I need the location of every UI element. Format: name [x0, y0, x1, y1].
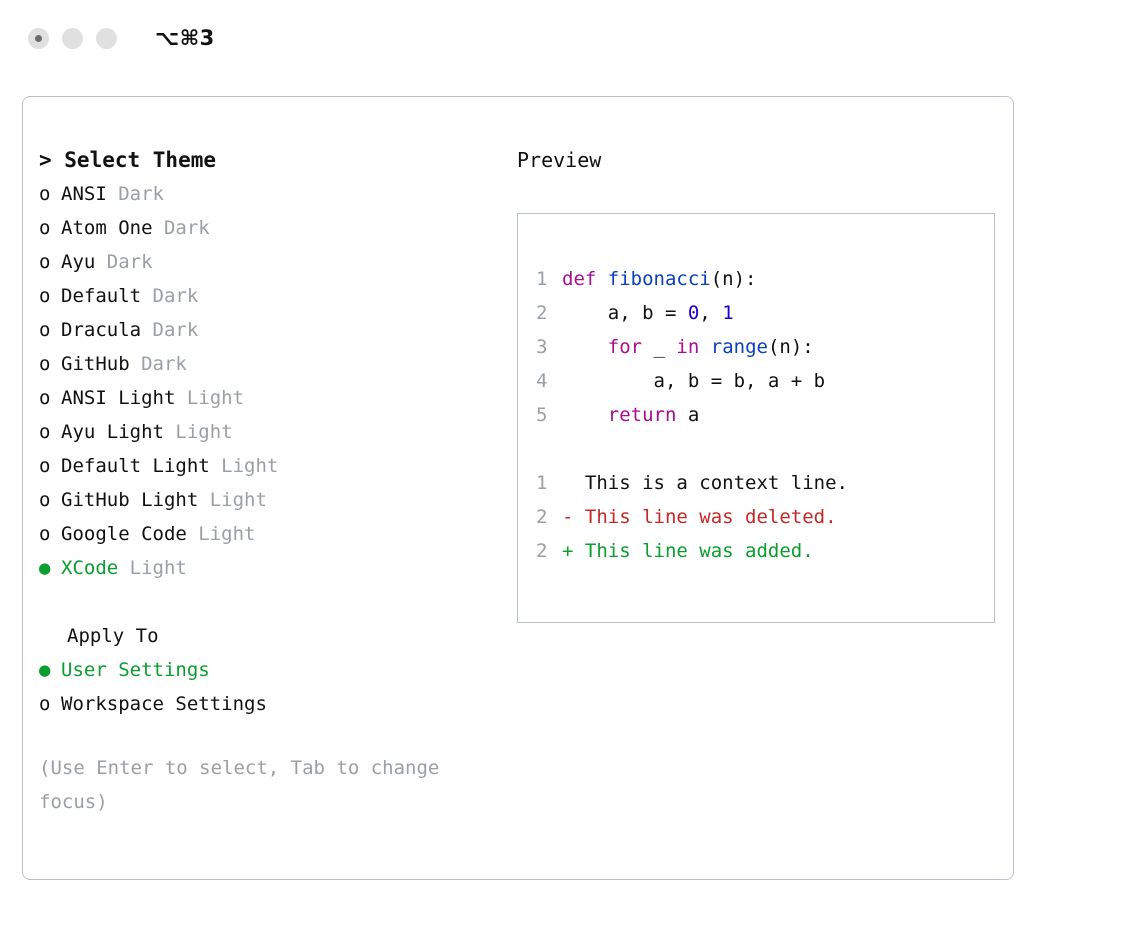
theme-option-label: Default Light	[61, 455, 210, 477]
line-number: 5	[536, 404, 548, 426]
theme-variant-label: Dark	[129, 353, 187, 375]
theme-option-label: XCode	[61, 557, 119, 579]
theme-option-label: Ayu Light	[61, 421, 164, 443]
theme-variant-label: Light	[163, 421, 233, 443]
diff-line	[536, 500, 994, 534]
apply-to-option-list[interactable]	[39, 653, 489, 721]
line-number: 2	[536, 540, 548, 562]
line-number: 1	[536, 472, 548, 494]
code-line	[536, 262, 994, 296]
code-token: (n):	[767, 336, 814, 358]
theme-option-label: GitHub Light	[61, 489, 199, 511]
code-token	[562, 336, 608, 358]
theme-variant-label: Dark	[152, 217, 210, 239]
apply-to-option-label: Workspace Settings	[61, 693, 267, 715]
code-sample	[536, 262, 994, 432]
diff-line	[536, 534, 994, 568]
theme-option-label: Ayu	[61, 251, 96, 273]
theme-variant-label: Light	[175, 387, 245, 409]
theme-option-label: Google Code	[61, 523, 187, 545]
theme-variant-label: Dark	[141, 285, 199, 307]
code-token: fibonacci	[607, 268, 711, 290]
theme-list-column	[39, 143, 489, 819]
apply-to-label: Apply To	[67, 625, 159, 647]
window-minimize-dot[interactable]	[62, 28, 83, 49]
code-token: (n):	[710, 268, 757, 290]
theme-option[interactable]	[39, 449, 489, 483]
theme-option[interactable]	[39, 381, 489, 415]
code-token: ,	[699, 302, 723, 324]
theme-option-label: GitHub	[61, 353, 130, 375]
radio-unselected-icon[interactable]: o	[39, 387, 51, 409]
code-token: in	[676, 336, 700, 358]
theme-option[interactable]	[39, 483, 489, 517]
theme-option-label: Default	[61, 285, 142, 307]
radio-selected-icon[interactable]: ●	[39, 557, 51, 579]
radio-selected-icon[interactable]: ●	[39, 659, 51, 681]
radio-unselected-icon[interactable]: o	[39, 319, 51, 341]
line-number: 2	[536, 506, 548, 528]
code-token	[699, 336, 710, 358]
radio-unselected-icon[interactable]: o	[39, 421, 51, 443]
code-line	[536, 398, 994, 432]
radio-unselected-icon[interactable]: o	[39, 353, 51, 375]
theme-variant-label: Dark	[106, 183, 164, 205]
theme-picker-panel	[22, 96, 1014, 880]
theme-option[interactable]	[39, 313, 489, 347]
line-number: 1	[536, 268, 548, 290]
theme-option[interactable]	[39, 177, 489, 211]
theme-option[interactable]	[39, 551, 489, 585]
line-number: 2	[536, 302, 548, 324]
code-token: range	[710, 336, 768, 358]
theme-option-label: Atom One	[61, 217, 153, 239]
code-token: return	[607, 404, 677, 426]
code-token: a	[676, 404, 700, 426]
keyboard-hint-text: (Use Enter to select, Tab to change focus)	[39, 757, 440, 813]
code-line	[536, 296, 994, 330]
code-token	[562, 404, 608, 426]
theme-variant-label: Light	[209, 455, 279, 477]
code-token: a, b =	[562, 302, 688, 324]
preview-column	[517, 143, 1017, 623]
theme-variant-label: Dark	[141, 319, 199, 341]
theme-option[interactable]	[39, 245, 489, 279]
theme-variant-label: Dark	[95, 251, 153, 273]
code-line	[536, 364, 994, 398]
code-token: def	[562, 268, 608, 290]
code-token: 0	[687, 302, 700, 324]
radio-unselected-icon[interactable]: o	[39, 183, 51, 205]
preview-box	[517, 213, 995, 623]
apply-to-option-label: User Settings	[61, 659, 210, 681]
apply-to-option[interactable]	[39, 653, 489, 687]
theme-variant-label: Light	[198, 489, 267, 511]
radio-unselected-icon[interactable]: o	[39, 285, 51, 307]
window-controls[interactable]	[28, 28, 117, 49]
code-token: for	[607, 336, 643, 358]
theme-option[interactable]	[39, 517, 489, 551]
theme-option[interactable]	[39, 211, 489, 245]
line-number: 3	[536, 336, 548, 358]
diff-line	[536, 466, 994, 500]
theme-option[interactable]	[39, 347, 489, 381]
preview-heading: Preview	[517, 148, 602, 172]
code-line	[536, 330, 994, 364]
line-number: 4	[536, 370, 548, 392]
theme-option-list[interactable]	[39, 177, 489, 585]
theme-option-label: ANSI	[61, 183, 107, 205]
code-token: _	[642, 336, 677, 358]
radio-unselected-icon[interactable]: o	[39, 251, 51, 273]
radio-unselected-icon[interactable]: o	[39, 217, 51, 239]
theme-variant-label: Light	[186, 523, 256, 545]
window-close-dot[interactable]	[28, 28, 49, 49]
code-token: 1	[722, 302, 734, 324]
theme-option[interactable]	[39, 279, 489, 313]
diff-text: - This line was deleted.	[562, 506, 837, 528]
radio-unselected-icon[interactable]: o	[39, 455, 51, 477]
theme-option[interactable]	[39, 415, 489, 449]
diff-sample	[536, 466, 994, 568]
diff-text: + This line was added.	[562, 540, 814, 562]
theme-option-label: Dracula	[61, 319, 142, 341]
diff-text: This is a context line.	[562, 472, 848, 494]
theme-variant-label: Light	[118, 557, 187, 579]
select-theme-heading: > Select Theme	[39, 148, 217, 172]
window-maximize-dot[interactable]	[96, 28, 117, 49]
apply-to-option[interactable]	[39, 687, 489, 721]
keyboard-shortcut-label: ⌥⌘3	[155, 26, 215, 50]
radio-unselected-icon[interactable]: o	[39, 523, 51, 545]
code-token: a, b = b, a + b	[562, 370, 826, 392]
radio-unselected-icon[interactable]: o	[39, 489, 51, 511]
radio-unselected-icon[interactable]: o	[39, 693, 51, 715]
theme-option-label: ANSI Light	[61, 387, 176, 409]
title-bar	[0, 0, 1140, 76]
